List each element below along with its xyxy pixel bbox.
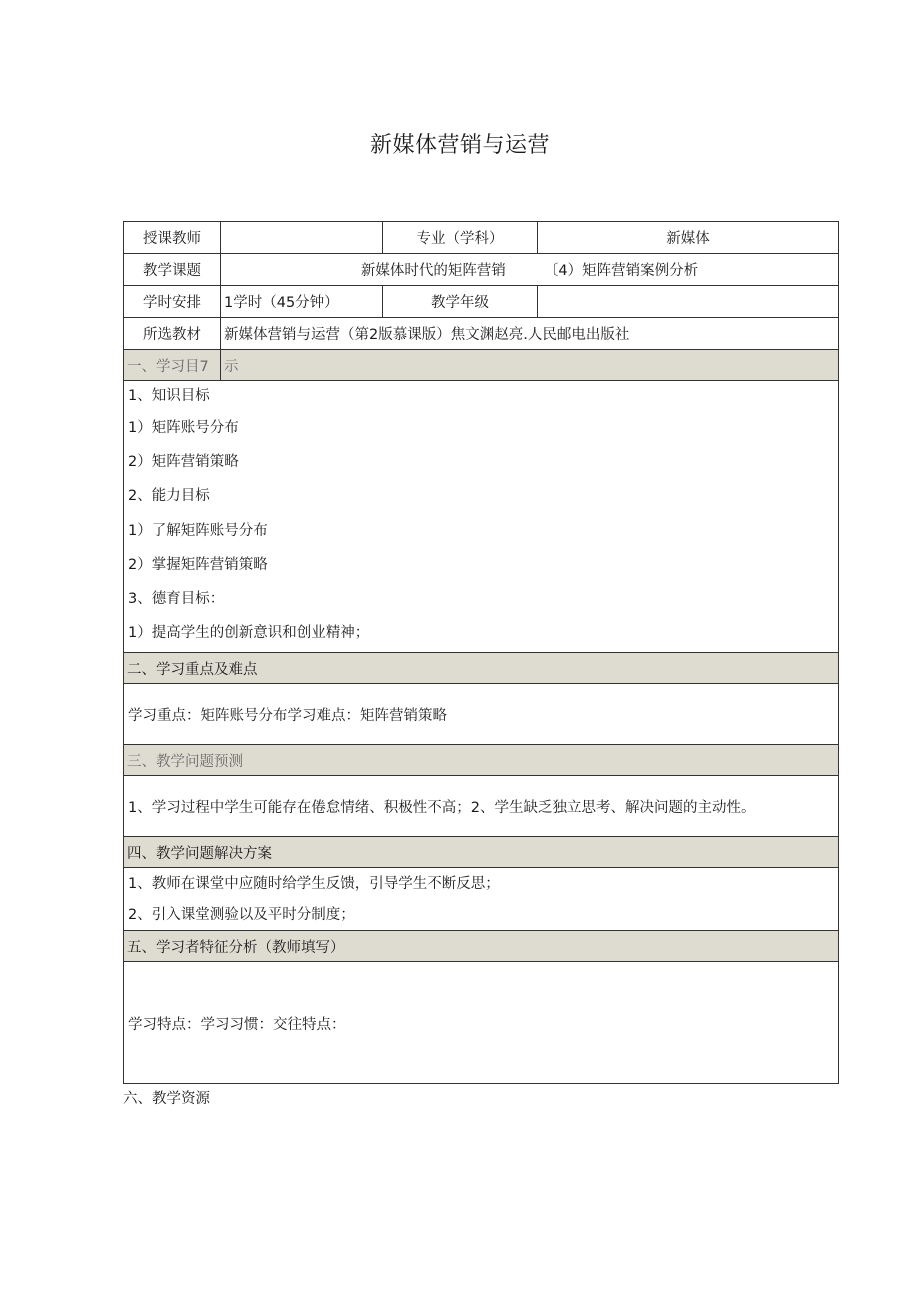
topic-value: [221, 254, 839, 286]
row-hours: [124, 286, 839, 318]
section-1-heading-a: 一、学习目7: [124, 350, 221, 381]
section-5-content-row: [124, 962, 839, 1084]
section-4-heading: 四、教学问题解决方案: [124, 837, 839, 868]
section-3-heading: 三、教学问题预测: [124, 745, 839, 776]
objective-line: 1）矩阵账号分布: [128, 420, 239, 436]
objective-line: 2）矩阵营销策略: [128, 454, 239, 471]
key-points-cell: [124, 684, 839, 745]
textbook-value: 新媒体营销与运营（第2版慕课版）焦文渊赵亮.人民邮电出版社: [221, 318, 839, 350]
learner-analysis-text: 学习特点：学习习惯：交往特点：: [128, 1016, 346, 1033]
grade-label: 教学年级: [383, 286, 538, 318]
problem-prediction-cell: [124, 776, 839, 837]
topic-value-main: 新媒体时代的矩阵营销: [360, 263, 506, 279]
objective-line: 1、知识目标: [128, 388, 210, 404]
section-1-content-row: [124, 381, 839, 653]
learner-analysis-cell: [124, 962, 839, 1084]
objective-line: 3、德育目标：: [128, 590, 225, 607]
hours-label: 学时安排: [124, 286, 221, 318]
row-topic: [124, 254, 839, 286]
teacher-value: [221, 222, 383, 254]
solutions-cell: [124, 868, 839, 931]
section-2-content-row: [124, 684, 839, 745]
topic-value-sub: 〔4）矩阵营销案例分析: [543, 263, 699, 279]
grade-value: [538, 286, 839, 318]
major-label: 专业（学科）: [383, 222, 538, 254]
section-2-heading-row: [124, 653, 839, 684]
section-4-content-row: [124, 868, 839, 931]
key-points-text: 学习重点：矩阵账号分布学习难点：矩阵营销策略: [128, 708, 447, 725]
teacher-label: 授课教师: [124, 222, 221, 254]
section-1-heading-row: [124, 350, 839, 381]
section-2-heading: 二、学习重点及难点: [124, 653, 839, 684]
section-5-heading: 五、学习者特征分析（教师填写）: [124, 931, 839, 962]
section-1-heading-b: 示: [221, 350, 839, 381]
hours-value: 1学时（45分钟）: [221, 286, 383, 318]
row-teacher: [124, 222, 839, 254]
objective-line: 1）了解矩阵账号分布: [128, 522, 268, 539]
section-3-heading-row: [124, 745, 839, 776]
row-textbook: [124, 318, 839, 350]
topic-label: 教学课题: [124, 254, 221, 286]
solution-line: 2、引入课堂测验以及平时分制度；: [128, 907, 355, 924]
lesson-plan-table: [123, 221, 839, 1084]
learning-objectives: [124, 381, 839, 653]
problem-prediction-text: 1、学习过程中学生可能存在倦怠情绪、积极性不高；2、学生缺乏独立思考、解决问题的主动性。: [128, 800, 756, 817]
section-3-content-row: [124, 776, 839, 837]
section-4-heading-row: [124, 837, 839, 868]
section-5-heading-row: [124, 931, 839, 962]
document-title: 新媒体营销与运营: [369, 133, 550, 158]
objective-line: 2）掌握矩阵营销策略: [128, 556, 268, 573]
textbook-label: 所选教材: [124, 318, 221, 350]
major-value: 新媒体: [538, 222, 839, 254]
objective-line: 2、能力目标: [128, 488, 210, 505]
section-6-heading: 六、教学资源: [123, 1091, 210, 1107]
solution-line: 1、教师在课堂中应随时给学生反馈，引导学生不断反思；: [128, 876, 500, 893]
objective-line: 1）提高学生的创新意识和创业精神；: [128, 625, 370, 642]
